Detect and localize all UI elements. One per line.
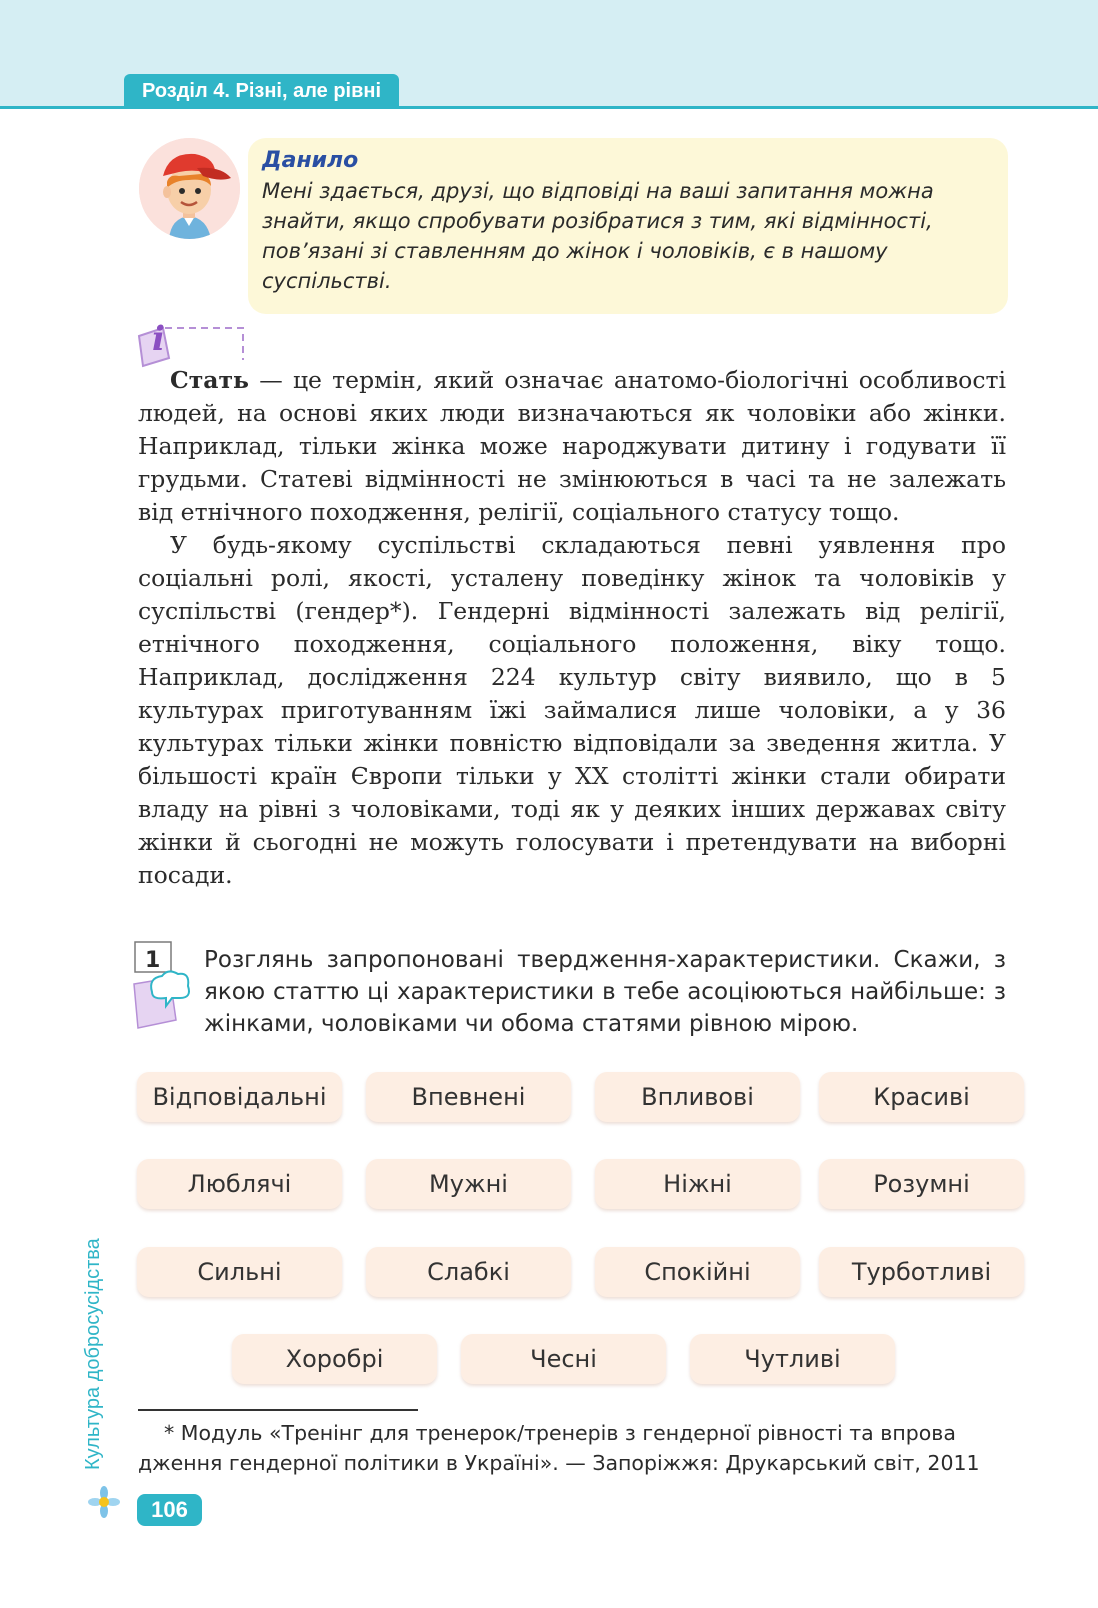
chapter-tab: Розділ 4. Різні, але рівні: [124, 74, 399, 108]
definition-text: — це термін, який означає анатомо-біологічні особливості людей, на основі яких люди визначаються як чоловіки або жінки. Наприклад, тільки жінка може народжувати дитину і годувати її грудьми. Статеві відмінності не змінюються в часі та не залежать від етнічного походження, релігії, соціального статусу тощо.: [138, 366, 1006, 526]
task-text: Розглянь запропоновані твердження-характеристики. Скажи, з якою статтю ці характеристики в тебе асоціюються найбільше: з жінками, чоловіками чи обома статями рівною мірою.: [204, 947, 1006, 1037]
chip-courageous: Мужні: [366, 1159, 571, 1209]
task-number: 1: [145, 948, 161, 973]
chip-responsible: Відповідальні: [137, 1072, 342, 1122]
flower-icon: [88, 1486, 120, 1518]
chip-loving: Люблячі: [137, 1159, 342, 1209]
page-number: 106: [137, 1494, 202, 1526]
footnote-line-1: * Модуль «Тренінг для тренерок/тренерів з гендерної рівності та впрова: [164, 1421, 956, 1445]
paragraph-gender: У будь-якому суспільстві складаються певні уявлення про соціальні ролі, якості, усталену поведінку жінок та чоловіків у суспільстві (гендер*). Гендерні відмінності залежать від релігії, етнічного походження, соціального положення, віку тощо. Наприклад, дослідження 224 культур світу виявило, що в 5 культурах приготуванням їжі займалися лише чоловіки, а у 36 культурах тільки жінки повністю відповідали за зведення житла. У більшості країн Європи тільки у XX столітті жінки стали обирати владу на рівні з чоловіками, тоді як у деяких інших державах світу жінки й сьогодні не можуть голосувати і претендувати на виборні посади.: [138, 531, 1006, 889]
footnote: [138, 1418, 1006, 1478]
svg-text:i: i: [152, 319, 165, 359]
footnote-divider: [138, 1409, 418, 1411]
main-text: [138, 364, 1006, 892]
boy-avatar-icon: [139, 138, 240, 239]
speech-text: Мені здається, друзі, що відповіді на ваші запитання можна знайти, якщо спробувати розібратися з тим, які відмінності, пов’язані зі ставленням до жінок і чоловіків, є в нашому суспільстві.: [262, 179, 934, 293]
chip-sensitive: Чутливі: [690, 1334, 895, 1384]
footnote-line-2: дження гендерної політики в Україні». — Запоріжжя: Друкарський світ, 2011: [138, 1451, 980, 1475]
paragraph-definition: [138, 364, 1006, 529]
chip-smart: Розумні: [819, 1159, 1024, 1209]
avatar: [139, 138, 240, 239]
chip-strong: Сильні: [137, 1247, 342, 1297]
chip-weak: Слабкі: [366, 1247, 571, 1297]
chip-influential: Впливові: [595, 1072, 800, 1122]
chip-calm: Спокійні: [595, 1247, 800, 1297]
task-icon: [132, 940, 192, 1035]
chip-tender: Ніжні: [595, 1159, 800, 1209]
chip-caring: Турботливі: [819, 1247, 1024, 1297]
chip-honest: Чесні: [461, 1334, 666, 1384]
term-stat: Стать: [170, 366, 250, 394]
chip-confident: Впевнені: [366, 1072, 571, 1122]
chip-beautiful: Красиві: [819, 1072, 1024, 1122]
speaker-name: Данило: [262, 148, 359, 173]
chip-brave: Хоробрі: [232, 1334, 437, 1384]
side-section-label: Культура добросусідства: [82, 1238, 104, 1470]
